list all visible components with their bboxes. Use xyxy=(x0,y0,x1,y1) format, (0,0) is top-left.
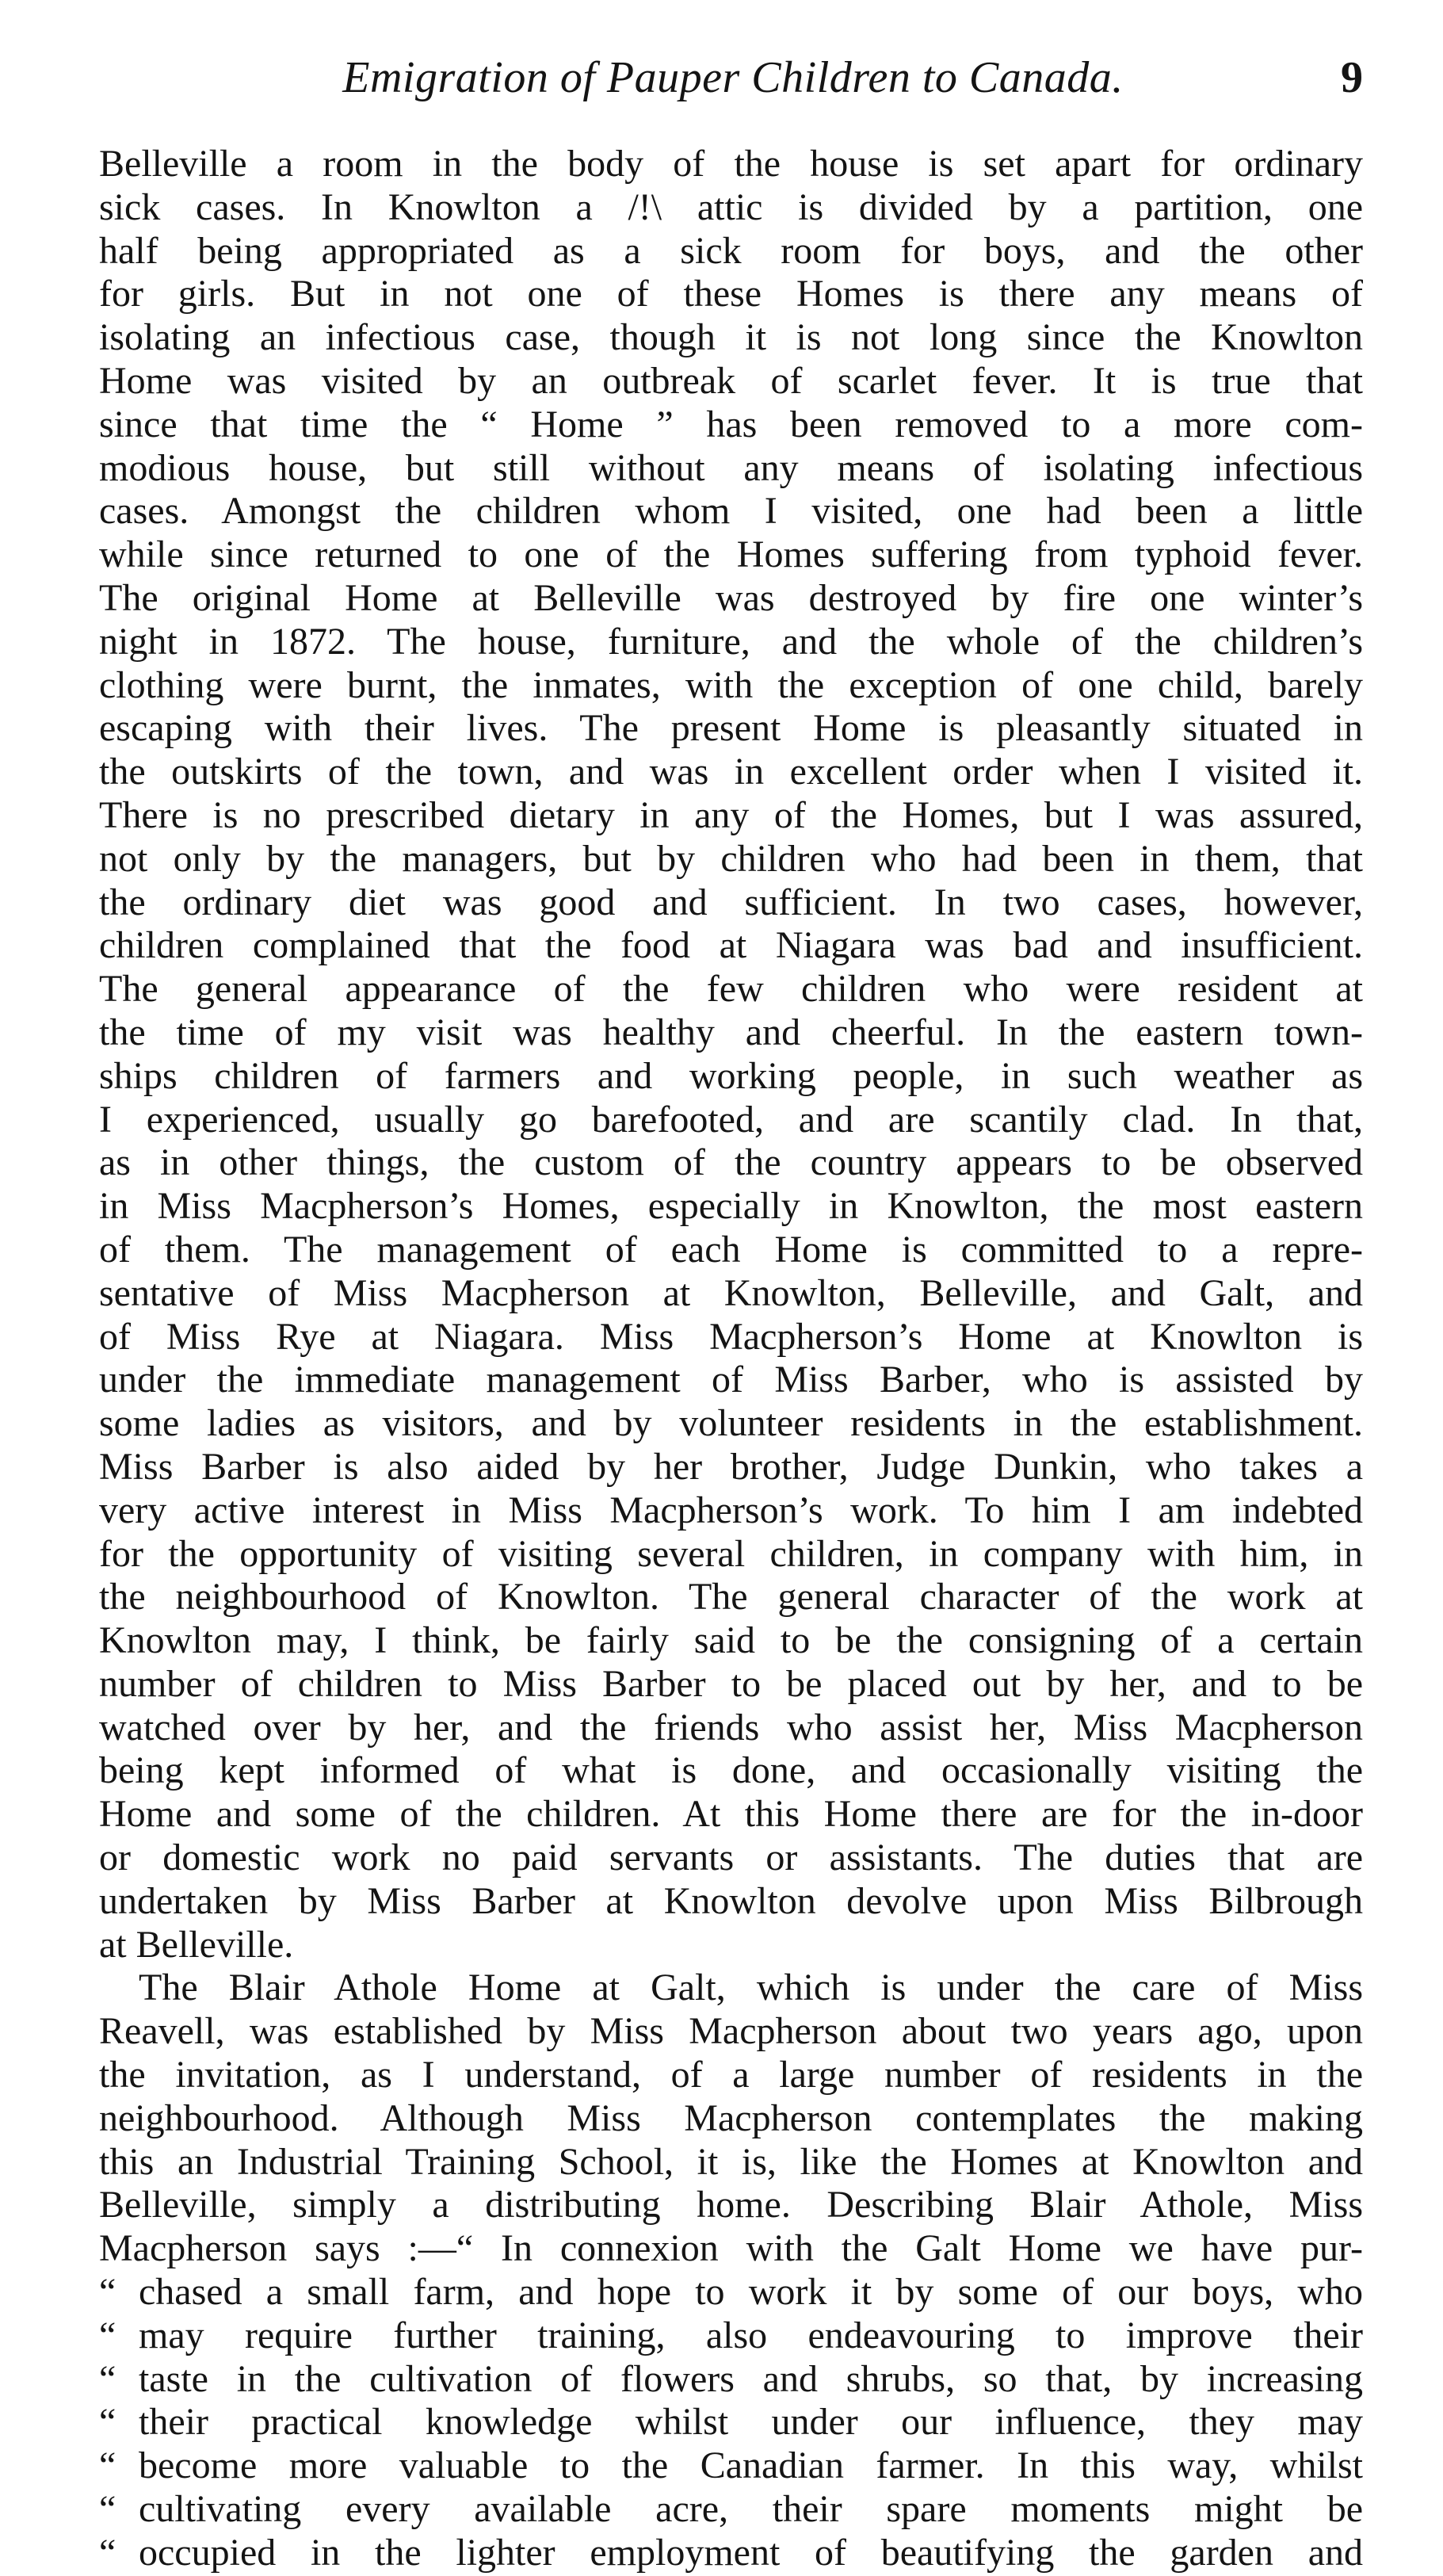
quote-mark: “ xyxy=(99,2488,116,2531)
quote-text: become more valuable to the Canadian farmer. In this way, whilst xyxy=(139,2444,1363,2487)
quote-mark: “ xyxy=(99,2357,116,2400)
text-line: Reavell, was established by Miss Macpherson about two years ago, upon xyxy=(99,2010,1363,2053)
text-line: in Miss Macpherson’s Homes, especially in Knowlton, the most eastern xyxy=(99,1185,1363,1228)
text-line: There is no prescribed dietary in any of the Homes, but I was assured, xyxy=(99,793,1363,836)
text-line: under the immediate management of Miss Barber, who is assisted by xyxy=(99,1359,1363,1401)
text-line: of them. The management of each Home is committed to a repre- xyxy=(99,1228,1363,1271)
page-header xyxy=(103,46,1363,117)
quote-line xyxy=(99,2532,1363,2575)
text-line: The original Home at Belleville was destroyed by fire one winter’s xyxy=(99,576,1363,619)
text-line: at Belleville. xyxy=(99,1923,294,1966)
text-line: for the opportunity of visiting several children, in company with him, in xyxy=(99,1532,1363,1575)
text-line: for girls. But in not one of these Homes is there any means of xyxy=(99,273,1363,315)
text-line: Knowlton may, I think, be fairly said to be the consigning of a certain xyxy=(99,1619,1363,1662)
text-line: the neighbourhood of Knowlton. The general character of the work at xyxy=(99,1576,1363,1619)
text-line: I experienced, usually go barefooted, and are scantily clad. In that, xyxy=(99,1098,1363,1141)
text-line: isolating an infectious case, though it is not long since the Knowlton xyxy=(99,316,1363,359)
text-line: escaping with their lives. The present Home is pleasantly situated in xyxy=(99,707,1363,750)
text-line: clothing were burnt, the inmates, with the exception of one child, barely xyxy=(99,663,1363,706)
text-line: the outskirts of the town, and was in excellent order when I visited it. xyxy=(99,751,1363,793)
quote-text: occupied in the lighter employment of beautifying the garden and xyxy=(139,2531,1363,2574)
text-line: the time of my visit was healthy and cheerful. In the eastern town- xyxy=(99,1011,1363,1053)
text-line: children complained that the food at Niagara was bad and insufficient. xyxy=(99,924,1363,967)
text-line: this an Industrial Training School, it is, like the Homes at Knowlton and xyxy=(99,2140,1363,2183)
text-line: while since returned to one of the Homes suffering from typhoid fever. xyxy=(99,533,1363,576)
text-line: Miss Barber is also aided by her brother, Judge Dunkin, who takes a xyxy=(99,1445,1363,1488)
text-line: the invitation, as I understand, of a large number of residents in the xyxy=(99,2054,1363,2096)
text-line: sentative of Miss Macpherson at Knowlton, Belleville, and Galt, and xyxy=(99,1271,1363,1314)
quote-line xyxy=(99,2271,1363,2314)
text-line: half being appropriated as a sick room for boys, and the other xyxy=(99,229,1363,272)
text-line: Macpherson says :—“ In connexion with the Galt Home we have pur- xyxy=(99,2227,1363,2270)
text-line: as in other things, the custom of the country appears to be observed xyxy=(99,1141,1363,1184)
text-line: sick cases. In Knowlton a /!\ attic is divided by a partition, one xyxy=(99,185,1363,228)
text-line: The general appearance of the few children who were resident at xyxy=(99,968,1363,1011)
quote-line xyxy=(99,2401,1363,2444)
quote-line xyxy=(99,2444,1363,2488)
text-line: neighbourhood. Although Miss Macpherson contemplates the making xyxy=(99,2096,1363,2139)
quote-mark: “ xyxy=(99,2401,116,2444)
text-line: since that time the “ Home ” has been removed to a more com- xyxy=(99,403,1363,445)
text-line: very active interest in Miss Macpherson’s work. To him I am indebted xyxy=(99,1489,1363,1531)
text-line: not only by the managers, but by children who had been in them, that xyxy=(99,837,1363,880)
quote-line xyxy=(99,2358,1363,2402)
text-line: Home and some of the children. At this Home there are for the in-door xyxy=(99,1793,1363,1836)
text-line: number of children to Miss Barber to be placed out by her, and to be xyxy=(99,1662,1363,1705)
text-line: night in 1872. The house, furniture, and the whole of the children’s xyxy=(99,620,1363,663)
text-line: cases. Amongst the children whom I visited, one had been a little xyxy=(99,490,1363,533)
text-line: ships children of farmers and working people, in such weather as xyxy=(99,1054,1363,1097)
quote-text: cultivating every available acre, their spare moments might be xyxy=(139,2488,1363,2531)
text-line: Belleville, simply a distributing home. Describing Blair Athole, Miss xyxy=(99,2184,1363,2226)
quote-text: chased a small farm, and hope to work it by some of our boys, who xyxy=(139,2271,1363,2314)
quote-mark: “ xyxy=(99,2444,116,2487)
quote-mark: “ xyxy=(99,2271,116,2314)
body-text xyxy=(99,143,1363,2575)
text-line: Belleville a room in the body of the house is set apart for ordinary xyxy=(99,143,1363,185)
quote-mark: “ xyxy=(99,2314,116,2356)
quote-line xyxy=(99,2314,1363,2358)
page-number: 9 xyxy=(1341,53,1363,102)
quote-text: their practical knowledge whilst under our influence, they may xyxy=(139,2401,1363,2444)
running-title: Emigration of Pauper Children to Canada. xyxy=(342,53,1124,102)
text-line: being kept informed of what is done, and occasionally visiting the xyxy=(99,1749,1363,1792)
quote-mark: “ xyxy=(99,2531,116,2574)
text-line: some ladies as visitors, and by volunteer residents in the establishment. xyxy=(99,1402,1363,1445)
text-line: or domestic work no paid servants or assistants. The duties that are xyxy=(99,1836,1363,1879)
quote-line xyxy=(99,2488,1363,2532)
text-line: undertaken by Miss Barber at Knowlton devolve upon Miss Bilbrough xyxy=(99,1879,1363,1922)
text-line: watched over by her, and the friends who assist her, Miss Macpherson xyxy=(99,1706,1363,1749)
text-line: Home was visited by an outbreak of scarlet fever. It is true that xyxy=(99,359,1363,402)
text-line: modious house, but still without any means of isolating infectious xyxy=(99,446,1363,489)
quote-text: taste in the cultivation of flowers and shrubs, so that, by increasing xyxy=(139,2357,1363,2400)
quote-text: may require further training, also endeavouring to improve their xyxy=(139,2314,1363,2356)
text-line: the ordinary diet was good and sufficient. In two cases, however, xyxy=(99,881,1363,923)
text-line: The Blair Athole Home at Galt, which is under the care of Miss xyxy=(139,1966,1363,2009)
text-line: of Miss Rye at Niagara. Miss Macpherson’s Home at Knowlton is xyxy=(99,1315,1363,1358)
